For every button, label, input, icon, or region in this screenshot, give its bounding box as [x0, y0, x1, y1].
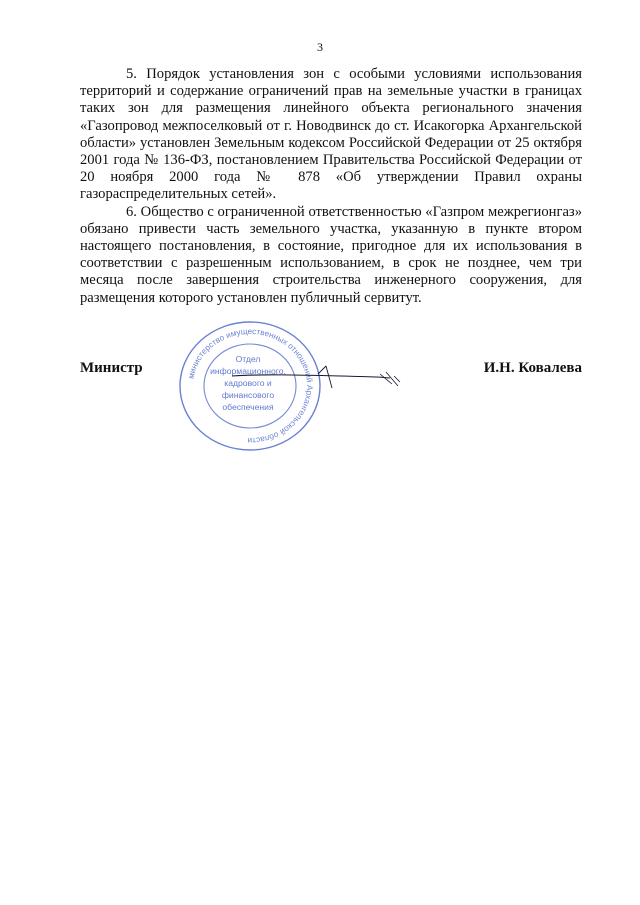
stamp-line: обеспечения [222, 402, 274, 412]
paragraph-6: 6. Общество с ограниченной ответственностью «Газпром межрегионгаз» обязано привести часть земельного участка, указанную в пункте втором настоящего постановления, в состояние, пригодное для их использования в соответствии с разрешенным использованием, в срок не позднее, чем три месяца после завершения строительства инженерного сооружения, для размещения которого установлен публичный сервитут. [80, 203, 582, 306]
stamp-line: информационного, [210, 366, 286, 376]
stamp-line: финансового [221, 390, 275, 400]
page-number: 3 [317, 40, 323, 54]
stamp-line: Отдел [235, 354, 261, 364]
paragraph-5: 5. Порядок установления зон с особыми условиями использования территорий и содержание ограничений прав на земельные участки в границах таких зон для размещения линейного объекта регионального значения «Газопровод межпоселковый от г. Новодвинск до ст. Исакогорка Архангельской области» установлен Земельным кодексом Российской Федерации от 25 октября 2001 года № 136-ФЗ, постановлением Правительства Российской Федерации от 20 ноября 2000 года № 878 «Об утверждении Правил охраны газораспределительных сетей». [80, 66, 582, 203]
document-body [80, 66, 582, 307]
signatory-title: Министр [80, 360, 143, 376]
signatory-name: И.Н. Ковалева [483, 360, 582, 376]
handwritten-signature [230, 362, 410, 396]
stamp-line: кадрового и [224, 378, 272, 388]
stamp-ring-text: министерство имущественных отношений Архангельской области [186, 326, 315, 446]
